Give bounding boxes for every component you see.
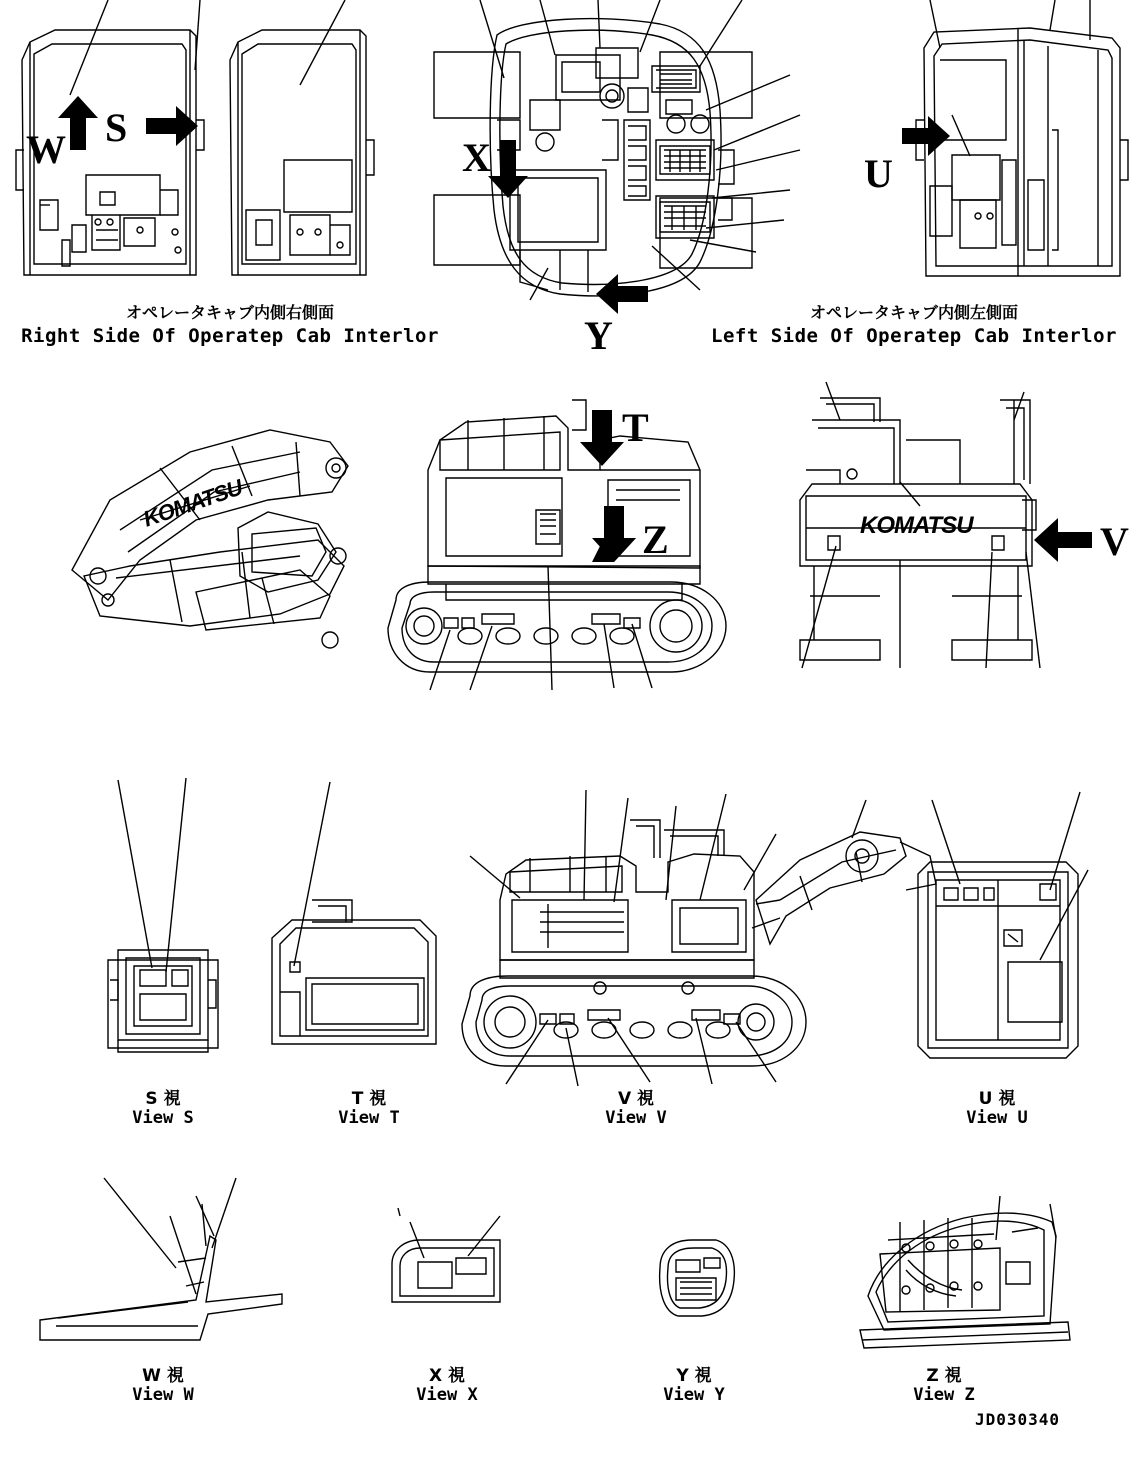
view-z-label-en: View Z [913,1385,975,1405]
view-marker-s: S [105,105,128,150]
view-marker-y: Y [584,313,613,358]
view-y-label-en: View Y [663,1385,725,1405]
view-u-label-en: View U [966,1108,1028,1128]
view-marker-x: X [462,135,491,180]
view-t-label-en: View T [338,1108,400,1128]
view-z-label-jp: Z 視 [926,1366,962,1386]
view-v-label-jp: V 視 [617,1089,655,1109]
view-y-label-jp: Y 視 [676,1366,712,1386]
view-marker-t: T [622,405,649,450]
caption-left-cab-en: Left Side Of Operatep Cab Interlor [711,325,1117,347]
view-x-label-en: View X [416,1385,478,1405]
brand-logo-boom: KOMATSU [140,474,246,532]
view-w-label-en: View W [132,1385,194,1405]
view-marker-u: U [864,151,893,196]
drawing-code: JD030340 [975,1410,1061,1429]
caption-right-cab-jp: オペレータキャブ内側右側面 [125,303,334,322]
view-w-label-jp: W 視 [142,1366,184,1386]
view-marker-v: V [1100,519,1129,564]
caption-right-cab-en: Right Side Of Operatep Cab Interlor [21,325,439,347]
view-marker-w: W [26,127,66,172]
brand-logo-rear: KOMATSU [860,512,973,539]
view-marker-z: Z [642,517,669,562]
view-s-label-en: View S [132,1108,194,1128]
view-v-label-en: View V [605,1108,667,1128]
view-t-label-jp: T 視 [351,1089,387,1109]
view-x-label-jp: X 視 [428,1366,466,1386]
caption-left-cab-jp: オペレータキャブ内側左側面 [809,303,1018,322]
view-s-label-jp: S 視 [145,1089,181,1109]
view-u-label-jp: U 視 [978,1089,1016,1109]
